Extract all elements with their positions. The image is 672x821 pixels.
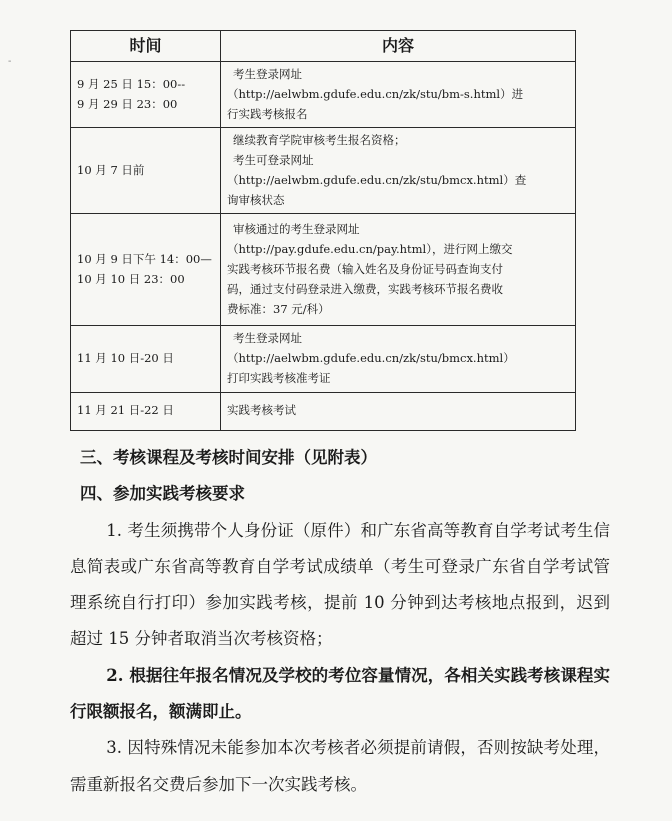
content-cell — [221, 326, 576, 392]
content-line: 码，通过支付码登录进入缴费，实践考核环节报名费收 — [227, 281, 503, 296]
margin-mark: - — [8, 56, 12, 67]
content-line: 考生登录网址 — [233, 67, 302, 81]
time-line: 10 月 9 日下午 14：00— — [77, 252, 212, 267]
content-line: 打印实践考核准考证 — [227, 370, 331, 385]
time-line: 11 月 10 日-20 日 — [77, 351, 174, 366]
time-cell — [71, 128, 221, 214]
content-line: （http://aelwbm.gdufe.edu.cn/zk/stu/bmcx.html）查 — [227, 172, 527, 187]
content-line: 实践考核考试 — [227, 403, 296, 418]
content-cell — [221, 392, 576, 430]
time-line: 11 月 21 日-22 日 — [77, 403, 174, 418]
content-line: 考生可登录网址 — [233, 153, 314, 168]
section3-heading: 三、考核课程及考核时间安排（见附表） — [80, 448, 377, 467]
content-line: 考生登录网址 — [233, 331, 302, 346]
requirement-item-3: 3. 因特殊情况未能参加本次考核者必须提前请假，否则按缺考处理，需重新报名交费后参加下一次实践考核。 — [70, 738, 610, 794]
schedule-table — [70, 30, 576, 431]
table-header-row — [71, 31, 576, 62]
content-line: 审核通过的考生登录网址 — [233, 222, 360, 237]
time-cell — [71, 214, 221, 326]
document-body — [70, 440, 610, 803]
requirement-item-1: 1. 考生须携带个人身份证（原件）和广东省高等教育自学考试考生信息简表或广东省高等教育自学考试成绩单（考生可登录广东省自学考试管理系统自行打印）参加实践考核，提前 10 分钟到达考核地点报到，迟到超过 15 分钟者取消当次考核资格； — [70, 520, 610, 649]
time-cell — [71, 326, 221, 392]
content-line: （http://aelwbm.gdufe.edu.cn/zk/stu/bmcx.html） — [227, 351, 515, 366]
content-cell — [221, 214, 576, 326]
table-row — [71, 214, 576, 326]
table-row — [71, 326, 576, 392]
content-line: （http://pay.gdufe.edu.cn/pay.html），进行网上缴交 — [227, 242, 513, 257]
content-line: （http://aelwbm.gdufe.edu.cn/zk/stu/bm-s.html）进 — [227, 86, 524, 101]
table-row — [71, 392, 576, 430]
time-line: 9 月 25 日 15：00-- — [77, 76, 186, 91]
time-cell — [71, 392, 221, 430]
table-row — [71, 128, 576, 214]
header-content: 内容 — [221, 31, 576, 62]
content-cell — [221, 128, 576, 214]
time-cell — [71, 62, 221, 128]
section4-heading: 四、参加实践考核要求 — [80, 484, 245, 504]
content-cell — [221, 62, 576, 128]
content-line: 实践考核环节报名费（输入姓名及身份证号码查询支付 — [227, 261, 503, 276]
content-line: 询审核状态 — [227, 192, 285, 207]
table-row — [71, 62, 576, 128]
content-line: 继续教育学院审核考生报名资格； — [233, 133, 406, 148]
requirement-item-2: 2. 根据往年报名情况及学校的考位容量情况，各相关实践考核课程实行限额报名，额满即止。 — [70, 665, 610, 722]
content-line: 费标准：37 元/科） — [227, 301, 330, 316]
time-line: 10 月 10 日 23：00 — [77, 271, 185, 286]
time-line: 10 月 7 日前 — [77, 162, 145, 177]
content-line: 行实践考核报名 — [227, 106, 308, 121]
header-time: 时间 — [71, 31, 221, 62]
time-line: 9 月 29 日 23：00 — [77, 96, 178, 111]
